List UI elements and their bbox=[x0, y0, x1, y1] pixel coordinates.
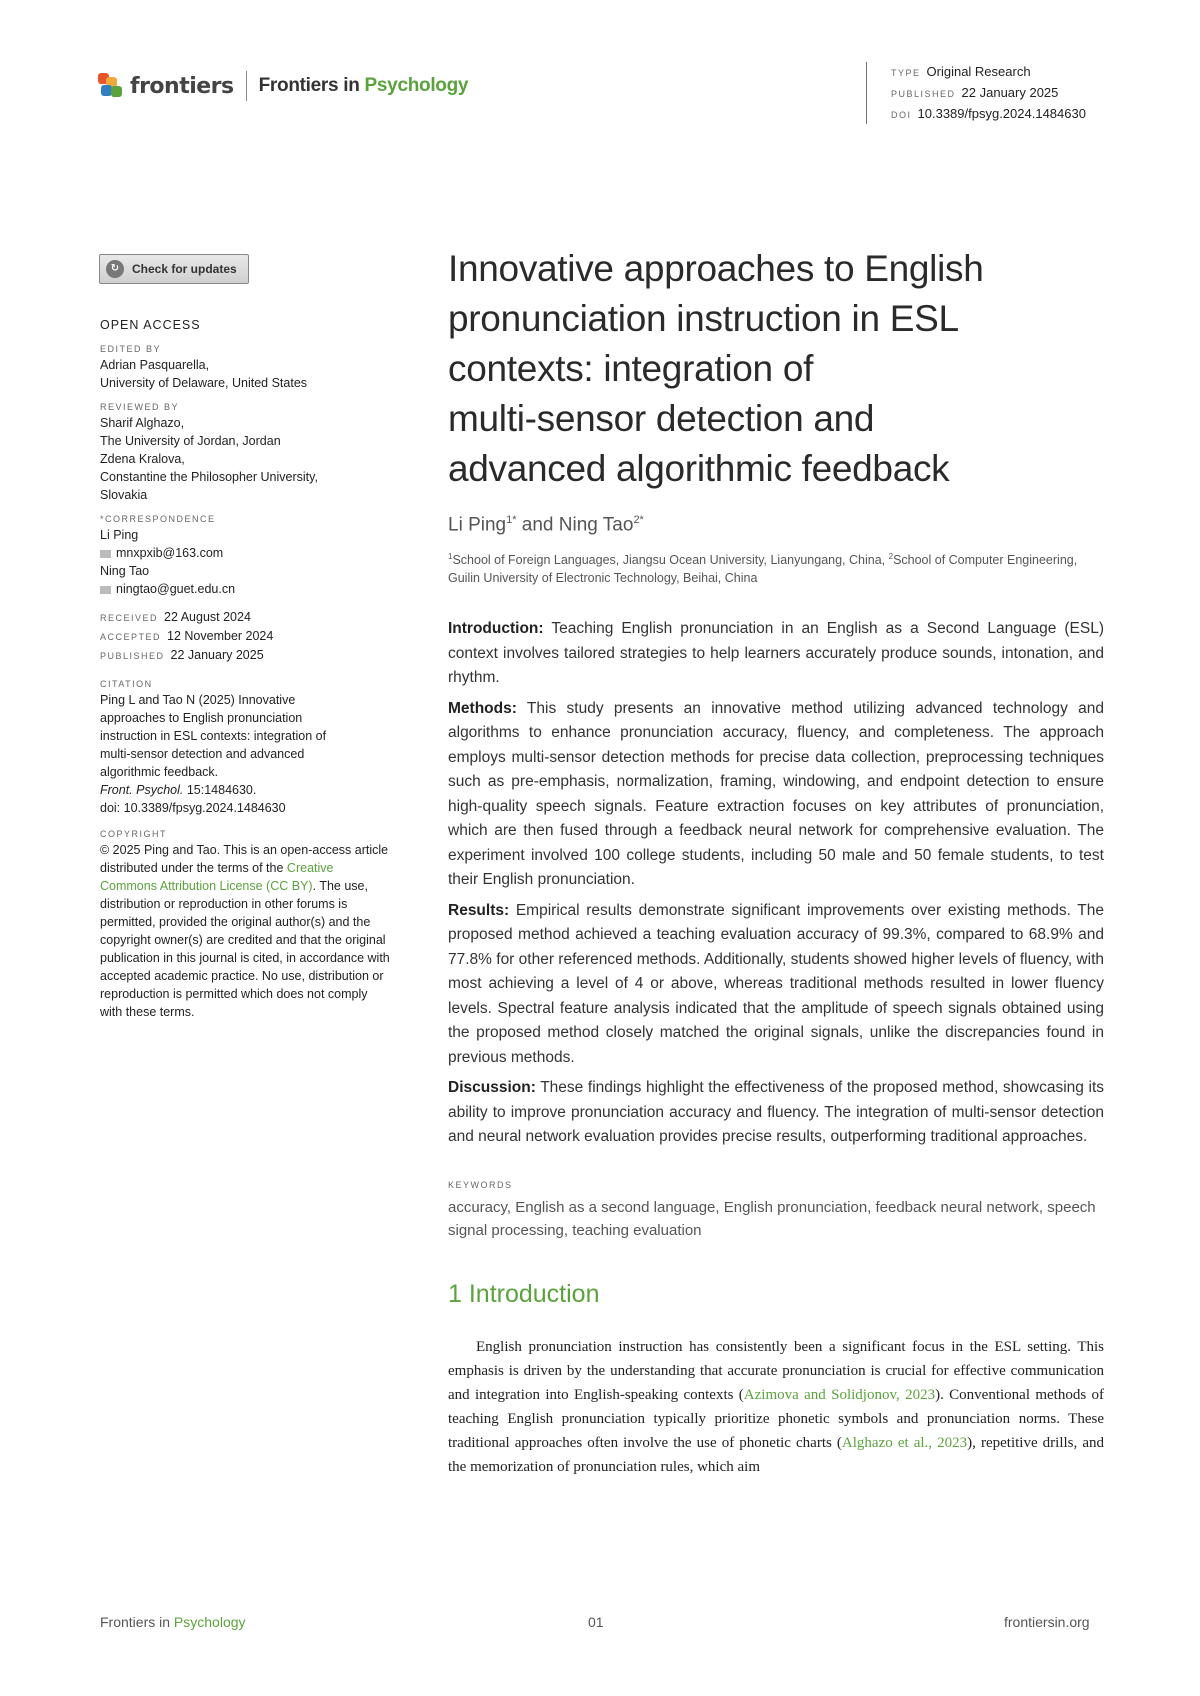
abstract bbox=[448, 617, 1104, 1150]
logo-divider bbox=[246, 71, 247, 101]
accepted-key: ACCEPTED bbox=[100, 632, 162, 642]
keywords-label: KEYWORDS bbox=[448, 1179, 513, 1190]
citation-label: CITATION bbox=[100, 679, 153, 689]
footer-site-link[interactable]: frontiersin.org bbox=[1004, 1614, 1090, 1630]
doi-row bbox=[891, 104, 1086, 125]
author-name[interactable]: Li Ping bbox=[448, 514, 507, 536]
citation-line: approaches to English pronunciation bbox=[100, 711, 303, 725]
copyright-rest: . The use, distribution or reproduction in other forums is permitted, provided the original author(s) and the copyright owner(s) are credited and that the original publication in this journal is cited, in accordance with accepted academic practice. No use, distribution or reproduction is permitted which does not comply with these terms. bbox=[100, 879, 390, 1019]
sidebar bbox=[100, 318, 400, 1021]
title-line: Innovative approaches to English bbox=[448, 248, 984, 289]
title-line: multi-sensor detection and bbox=[448, 398, 875, 439]
author-and: and bbox=[516, 514, 559, 536]
copyright-label: COPYRIGHT bbox=[100, 829, 168, 839]
article-metadata bbox=[866, 62, 1086, 124]
citation-volume: 15:1484630. bbox=[183, 783, 257, 797]
doi-key: DOI bbox=[891, 110, 912, 120]
email-text[interactable]: ningtao@guet.edu.cn bbox=[116, 582, 236, 596]
affil-sup: 1 bbox=[448, 552, 453, 562]
abstract-results bbox=[448, 899, 1104, 1071]
journal-accent: Psychology bbox=[364, 75, 469, 96]
correspondence-label: *CORRESPONDENCE bbox=[100, 514, 216, 524]
citation-block bbox=[100, 679, 400, 817]
affiliation: School of Computer Engineering, Guilin University of Electronic Technology, Beihai, China bbox=[448, 553, 1078, 586]
email-text[interactable]: mnxpxib@163.com bbox=[116, 546, 224, 560]
article-main bbox=[448, 244, 1104, 1479]
footer-journal-accent: Psychology bbox=[173, 1614, 246, 1630]
footer-journal[interactable] bbox=[100, 1614, 246, 1630]
citation-journal: Front. Psychol. bbox=[100, 783, 184, 797]
citation-line: Ping L and Tao N (2025) Innovative bbox=[100, 693, 296, 707]
intro-text: English pronunciation instruction has consistently been a significant focus in the ESL setting. This emphasis is driven by the understanding that accurate pronunciation is crucial for effective communication and integration into English-speaking contexts ( bbox=[448, 1338, 1104, 1403]
edited-by-label: EDITED BY bbox=[100, 344, 162, 354]
section-heading: 1 Introduction bbox=[448, 1279, 600, 1308]
abstract-introduction bbox=[448, 617, 1104, 691]
citation-line: multi-sensor detection and advanced bbox=[100, 747, 305, 761]
email-icon bbox=[100, 586, 111, 594]
affiliations bbox=[448, 548, 1104, 587]
abstract-head: Introduction: bbox=[448, 620, 544, 638]
published-key: PUBLISHED bbox=[100, 651, 165, 661]
article-title bbox=[448, 244, 1104, 494]
abstract-text: These findings highlight the effectiveness of the proposed method, showcasing its ability to improve pronunciation accuracy and fluency. The integration of multi-sensor detection and neural network evaluation provides precise results, outperforming traditional approaches. bbox=[448, 1079, 1104, 1146]
author-name[interactable]: Ning Tao bbox=[558, 514, 634, 536]
title-line: advanced algorithmic feedback bbox=[448, 448, 950, 489]
edited-by-block bbox=[100, 344, 400, 392]
correspondent-name: Ning Tao bbox=[100, 564, 150, 578]
intro-paragraph bbox=[448, 1335, 1104, 1479]
abstract-methods bbox=[448, 697, 1104, 893]
license-link[interactable]: Creative Commons Attribution License (CC BY) bbox=[100, 861, 334, 893]
published-row bbox=[891, 83, 1086, 104]
correspondent-email[interactable] bbox=[100, 580, 400, 598]
abstract-text: Teaching English pronunciation in an English as a Second Language (ESL) context involves tailored strategies to help learners accurately produce sounds, intonation, and rhythm. bbox=[448, 620, 1104, 687]
abstract-text: Empirical results demonstrate significant improvements over existing methods. The proposed method achieved a teaching evaluation accuracy of 99.3%, compared to 68.9% and 77.8% for other referenced methods. Additionally, students showed higher levels of fluency, with most achieving a level of 4 or above, whereas traditional methods resulted in lower fluency levels. Spectral feature analysis indicated that the amplitude of speech signals obtained using the proposed method closely matched the original signals, unlike the discrepancies found in previous methods. bbox=[448, 901, 1104, 1066]
reviewed-by-label: REVIEWED BY bbox=[100, 402, 180, 412]
intro-text: ). Conventional methods of teaching English pronunciation typically prioritize phonetic symbols and pronunciation norms. These traditional approaches often involve the use of phonetic charts ( bbox=[448, 1386, 1104, 1451]
author-sup: 2* bbox=[633, 514, 644, 526]
editor-name: Adrian Pasquarella, bbox=[100, 358, 210, 372]
reviewer-line: Slovakia bbox=[100, 488, 148, 502]
check-updates-icon: ↻ bbox=[106, 260, 124, 278]
doi-value[interactable]: 10.3389/fpsyg.2024.1484630 bbox=[917, 106, 1086, 121]
abstract-discussion bbox=[448, 1076, 1104, 1150]
citation-link[interactable]: Azimova and Solidjonov, 2023 bbox=[743, 1386, 936, 1403]
logo-wordmark: frontiers bbox=[130, 73, 234, 99]
citation-doi[interactable]: doi: 10.3389/fpsyg.2024.1484630 bbox=[100, 801, 286, 815]
reviewer-line: Sharif Alghazo, bbox=[100, 416, 185, 430]
received-value: 22 August 2024 bbox=[164, 610, 251, 624]
affiliation: School of Foreign Languages, Jiangsu Ocean University, Lianyungang, China, bbox=[452, 553, 889, 568]
dates-block bbox=[100, 608, 400, 665]
keywords: accuracy, English as a second language, English pronunciation, feedback neural network, speech signal processing, teaching evaluation bbox=[448, 1198, 1096, 1239]
keywords-block bbox=[448, 1180, 1104, 1242]
journal-prefix: Frontiers in bbox=[258, 75, 360, 96]
correspondent-email[interactable] bbox=[100, 544, 400, 562]
copyright-intro: © 2025 Ping and Tao. This is an open-access article distributed under the terms of the bbox=[100, 843, 389, 875]
citation-link[interactable]: Alghazo et al., 2023 bbox=[841, 1434, 968, 1451]
published-value: 22 January 2025 bbox=[961, 85, 1059, 100]
affil-sup: 2 bbox=[888, 552, 894, 562]
footer-journal-prefix: Frontiers in bbox=[100, 1614, 174, 1630]
open-access-label: OPEN ACCESS bbox=[100, 318, 201, 332]
type-value: Original Research bbox=[926, 64, 1031, 79]
copyright-block bbox=[100, 829, 392, 1021]
accepted-value: 12 November 2024 bbox=[167, 629, 274, 643]
abstract-text: This study presents an innovative method utilizing advanced technology and algorithms to enhance pronunciation accuracy, fluency, and completeness. The approach employs multi-sensor detection methods for precise data collection, preprocessing techniques such as pre-emphasis, normalization, framing, windowing, and endpoint detection to ensure high-quality speech signals. Feature extraction focuses on key attributes of pronunciation, which are then fused through a feedback neural network for comprehensive evaluation. The experiment involved 100 college students, including 50 male and 50 female students, to test their English pronunciation. bbox=[448, 699, 1104, 889]
page-number: 01 bbox=[588, 1614, 604, 1630]
correspondence-block bbox=[100, 514, 400, 598]
intro-text: ), repetitive drills, and the memorization of pronunciation rules, which aim bbox=[448, 1434, 1105, 1475]
title-line: contexts: integration of bbox=[448, 348, 814, 389]
abstract-head: Results: bbox=[448, 901, 510, 919]
citation-line: algorithmic feedback. bbox=[100, 765, 219, 779]
journal-name bbox=[259, 75, 469, 97]
received-key: RECEIVED bbox=[100, 613, 159, 623]
email-icon bbox=[100, 550, 111, 558]
reviewer-line: The University of Jordan, Jordan bbox=[100, 434, 281, 448]
citation-line: instruction in ESL contexts: integration of bbox=[100, 729, 327, 743]
published-key: PUBLISHED bbox=[891, 89, 956, 99]
type-row bbox=[891, 62, 1086, 83]
abstract-head: Methods: bbox=[448, 699, 517, 717]
check-for-updates-button[interactable] bbox=[99, 254, 249, 284]
frontiers-logo-icon bbox=[98, 73, 124, 99]
reviewed-by-block bbox=[100, 402, 400, 504]
published-value: 22 January 2025 bbox=[170, 648, 264, 662]
reviewer-line: Constantine the Philosopher University, bbox=[100, 470, 318, 484]
title-line: pronunciation instruction in ESL bbox=[448, 298, 959, 339]
type-key: TYPE bbox=[891, 68, 921, 78]
check-updates-label: Check for updates bbox=[132, 262, 237, 276]
abstract-head: Discussion: bbox=[448, 1079, 536, 1097]
editor-affiliation: University of Delaware, United States bbox=[100, 376, 308, 390]
reviewer-line: Zdena Kralova, bbox=[100, 452, 185, 466]
correspondent-name: Li Ping bbox=[100, 528, 139, 542]
copyright-text bbox=[100, 841, 392, 1021]
authors bbox=[448, 514, 1104, 536]
frontiers-logo[interactable] bbox=[98, 70, 468, 102]
author-sup: 1* bbox=[506, 514, 517, 526]
